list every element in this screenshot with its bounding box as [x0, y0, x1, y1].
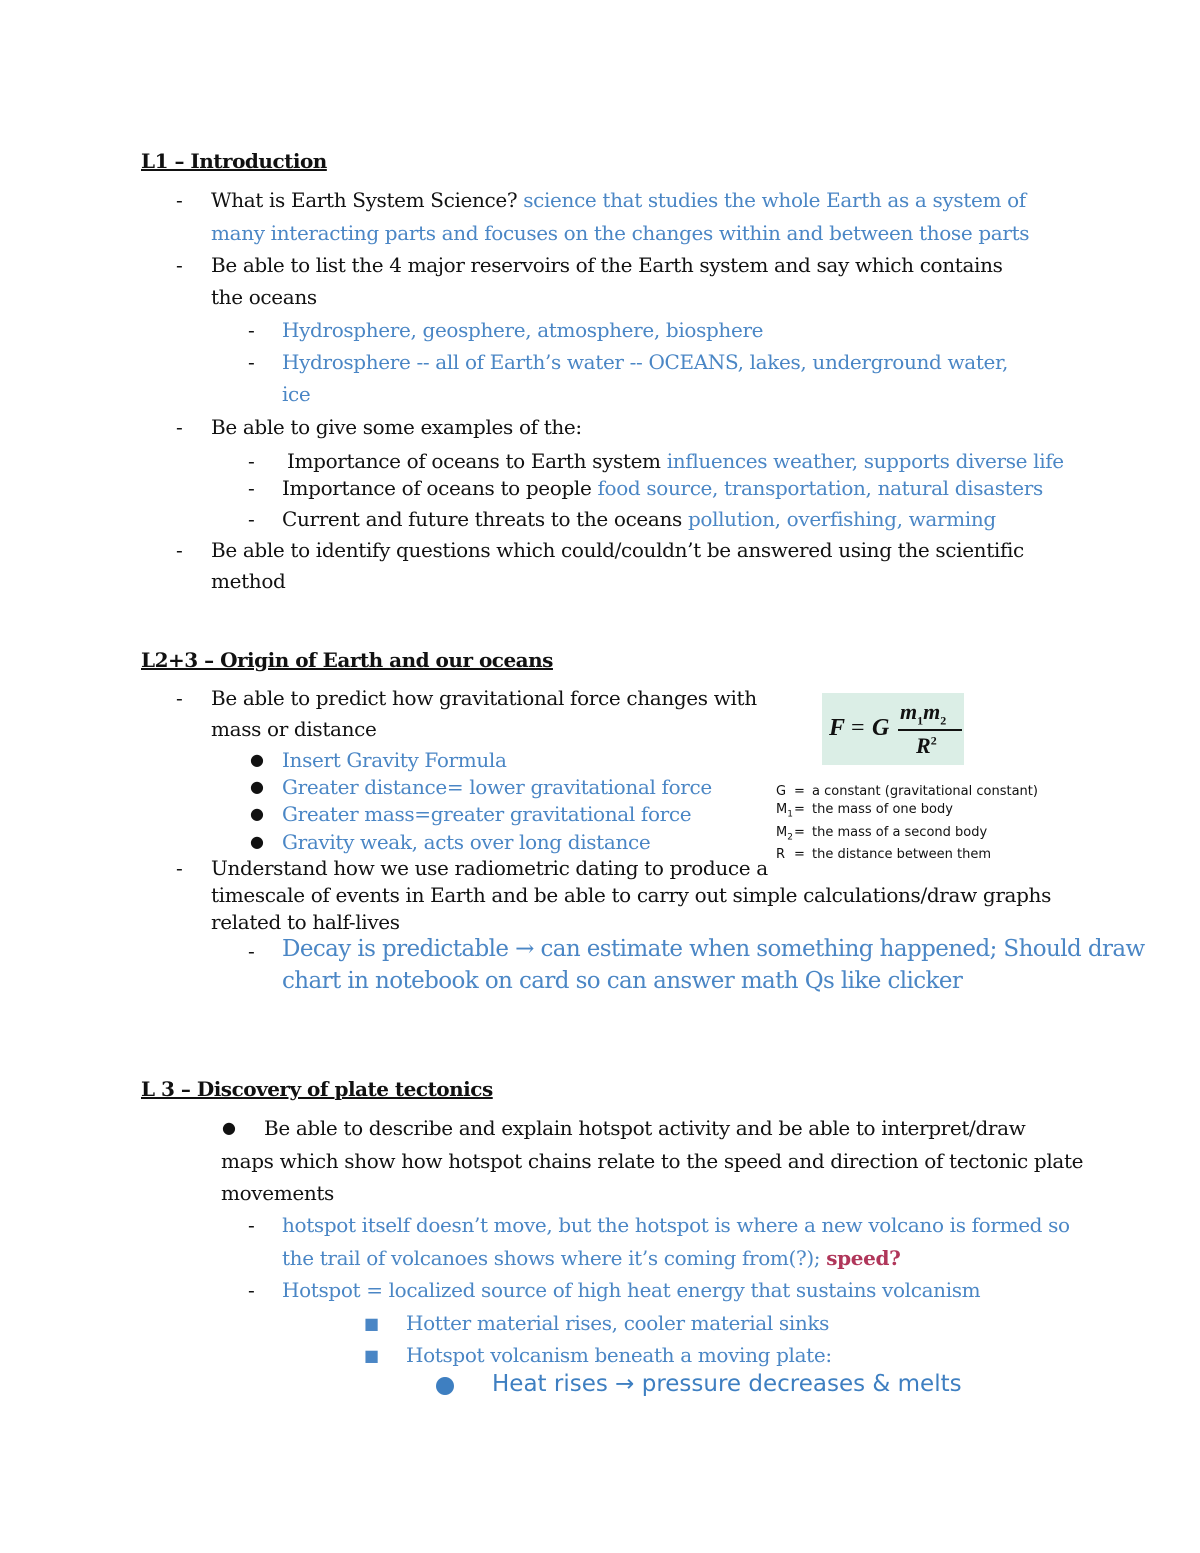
answer-note: chart in notebook on card so can answer math Qs like clicker [282, 968, 963, 994]
formula-r: R [916, 733, 931, 758]
formula-lhs: F [829, 715, 846, 741]
key-sep: = [794, 847, 805, 863]
answer-text: Heat rises → pressure decreases & melts [492, 1371, 962, 1397]
key-desc: the mass of one body [812, 802, 953, 817]
answer-text: influences weather, supports diverse life [666, 449, 1064, 473]
key-sep: = [794, 824, 805, 840]
question-text: method [211, 569, 286, 593]
formula-exp: 2 [930, 733, 937, 748]
formula-denominator [916, 733, 937, 759]
formula-equals: = [851, 715, 865, 741]
dash-bullet: - [248, 939, 255, 963]
key-desc: the mass of a second body [812, 824, 988, 840]
key-sep: = [794, 784, 805, 799]
list-item [282, 1245, 901, 1271]
answer-text: many interacting parts and focuses on the changes within and between those parts [211, 221, 1030, 245]
dash-bullet: - [248, 350, 255, 374]
answer-text: Hotter material rises, cooler material sinks [406, 1311, 830, 1335]
key-sep: = [794, 802, 805, 817]
fraction-bar [898, 729, 962, 731]
key-symbol: R [776, 847, 786, 863]
square-bullet: ■ [364, 1346, 380, 1365]
key-symbol: $M_2$ [776, 824, 793, 843]
question-text: Be able to describe and explain hotspot activity and be able to interpret/draw [264, 1116, 1026, 1140]
answer-text: food source, transportation, natural disasters [597, 476, 1043, 500]
dash-bullet: - [248, 1213, 255, 1237]
question-text: Importance of oceans to Earth system [287, 449, 667, 473]
dash-bullet: - [248, 1278, 255, 1302]
key-symbol: G [776, 784, 787, 799]
key-desc: a constant (gravitational constant) [812, 784, 1038, 799]
answer-text: the trail of volcanoes shows where it’s coming from(?); [282, 1246, 827, 1270]
dash-bullet: - [248, 318, 255, 342]
bullet-dot: ● [222, 1118, 236, 1137]
formula-m1: m [900, 699, 918, 724]
answer-text: hotspot itself doesn’t move, but the hotspot is where a new volcano is formed so [282, 1213, 1070, 1237]
list-item [282, 506, 996, 532]
dash-bullet: - [176, 188, 183, 212]
answer-text: ice [282, 382, 311, 406]
answer-text: science that studies the whole Earth as a system of [523, 188, 1026, 212]
question-text: Current and future threats to the oceans [282, 507, 688, 531]
square-bullet: ■ [364, 1314, 380, 1333]
section-heading-l1: L1 – Introduction [141, 149, 327, 173]
formula-key-row [776, 801, 1038, 824]
question-text: maps which show how hotspot chains relate to the speed and direction of tectonic plate [221, 1149, 1084, 1173]
question-text: Be able to predict how gravitational force changes with [211, 686, 757, 710]
formula-sub1: 1 [917, 713, 924, 728]
dash-bullet: - [176, 415, 183, 439]
formula-key-row [776, 824, 1038, 847]
question-text: Be able to list the 4 major reservoirs of the Earth system and say which contains [211, 253, 1003, 277]
section-heading-l23: L2+3 – Origin of Earth and our oceans [141, 648, 553, 672]
answer-text: Hydrosphere -- all of Earth’s water -- OCEANS, lakes, underground water, [282, 350, 1009, 374]
question-text: the oceans [211, 285, 317, 309]
list-item [287, 448, 1064, 474]
dash-bullet: - [176, 253, 183, 277]
answer-text: Insert Gravity Formula [282, 748, 507, 772]
formula-sub2: 2 [940, 713, 947, 728]
answer-text: Hotspot volcanism beneath a moving plate: [406, 1343, 832, 1367]
answer-text: pollution, overfishing, warming [687, 507, 996, 531]
formula-key-row [776, 846, 1038, 864]
formula-numerator [900, 699, 946, 728]
question-text: What is Earth System Science? [211, 188, 524, 212]
answer-text: Gravity weak, acts over long distance [282, 830, 651, 854]
bullet-dot [436, 1377, 454, 1395]
question-text: mass or distance [211, 717, 377, 741]
dash-bullet: - [176, 856, 183, 880]
answer-note: Decay is predictable → can estimate when something happened; Should draw [282, 936, 1145, 962]
question-text: movements [221, 1181, 334, 1205]
bullet-dot: ● [250, 804, 264, 823]
question-text: Importance of oceans to people [282, 476, 598, 500]
list-item [282, 475, 1043, 501]
question-text: Be able to give some examples of the: [211, 415, 582, 439]
speed-question: speed? [826, 1246, 901, 1270]
key-symbol: $M_1$ [776, 802, 793, 820]
dash-bullet: - [248, 449, 255, 473]
formula-m2: m [923, 699, 941, 724]
answer-text: Hydrosphere, geosphere, atmosphere, biosphere [282, 318, 764, 342]
question-text: Understand how we use radiometric dating to produce a [211, 856, 768, 880]
dash-bullet: - [248, 476, 255, 500]
question-text: related to half-lives [211, 910, 400, 934]
gravity-formula [822, 693, 964, 765]
formula-g: G [872, 715, 890, 741]
bullet-dot: ● [250, 777, 264, 796]
answer-text: Greater distance= lower gravitational force [282, 775, 712, 799]
question-text: timescale of events in Earth and be able to carry out simple calculations/draw graphs [211, 883, 1051, 907]
list-item [211, 187, 1026, 213]
bullet-dot: ● [250, 750, 264, 769]
answer-text: Greater mass=greater gravitational force [282, 802, 692, 826]
dash-bullet: - [176, 686, 183, 710]
formula-key [776, 783, 1038, 864]
answer-text: Hotspot = localized source of high heat energy that sustains volcanism [282, 1278, 981, 1302]
dash-bullet: - [176, 538, 183, 562]
bullet-dot: ● [250, 832, 264, 851]
formula-key-row [776, 783, 1038, 801]
question-text: Be able to identify questions which could/couldn’t be answered using the scientific [211, 538, 1024, 562]
dash-bullet: - [248, 507, 255, 531]
key-desc: the distance between them [812, 847, 992, 863]
section-heading-l3: L 3 – Discovery of plate tectonics [141, 1077, 493, 1101]
